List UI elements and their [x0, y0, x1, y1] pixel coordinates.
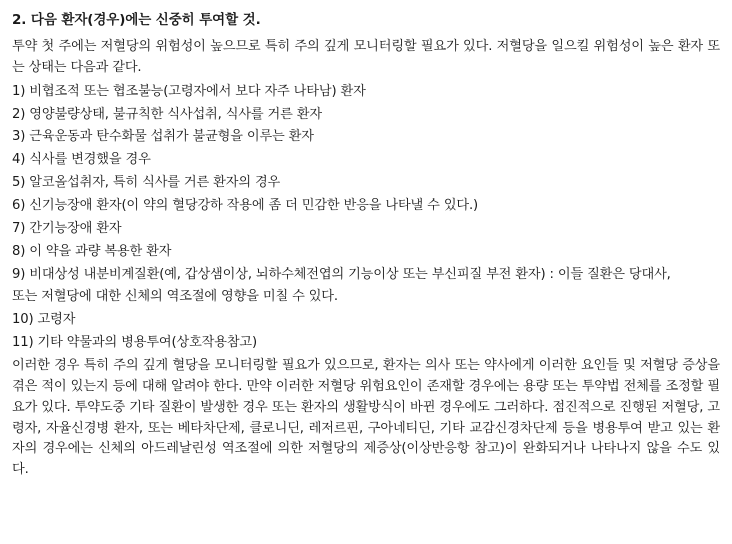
list-item: 7) 간기능장애 환자: [12, 220, 122, 236]
list-item: 2) 영양불량상태, 불규칙한 식사섭취, 식사를 거른 환자: [12, 106, 322, 122]
list-item: 5) 알코올섭취자, 특히 식사를 거른 환자의 경우: [12, 175, 281, 191]
list-item: 11) 기타 약물과의 병용투여(상호작용참고): [12, 335, 258, 351]
list-item: 3) 근육운동과 탄수화물 섭취가 불균형을 이루는 환자: [12, 129, 314, 145]
closing-paragraph: 이러한 경우 특히 주의 깊게 혈당을 모니터링할 필요가 있으므로, 환자는 의사 또는 약사에게 이러한 요인들 및 저혈당 증상을 겪은 적이 있는지 등에 대해 알려야 한다. 만약 이러한 저혈당 위험요인이 존재할 경우에는 용량 또는 투약법 전체를 조정할 필요가 있다. 투약도중 기타 질환이 발생한 경우 또는 환자의 생활방식이 바뀐 경우에도 그러하다. 점진적으로 진행된 저혈당, 고령자, 자율신경병 환자, 또는 베타차단제, 클로니딘, 레저르핀, 구아네티딘, 기타 교감신경차단제 등을 병용투여 받고 있는 환자의 경우에는 신체의 아드레날린성 역조절에 의한 저혈당의 제증상(이상반응항 참고)이 완화되거나 나타나지 않을 수도 있다.: [12, 357, 720, 478]
list-item-continuation: 또는 저혈당에 대한 신체의 역조절에 영향을 미칠 수 있다.: [12, 289, 338, 305]
list-item: 8) 이 약을 과량 복용한 환자: [12, 243, 172, 259]
intro-paragraph: 투약 첫 주에는 저혈당의 위험성이 높으므로 특히 주의 깊게 모니터링할 필요가 있다. 저혈당을 일으킬 위험성이 높은 환자 또는 상태는 다음과 같다.: [12, 38, 720, 75]
list-item: 6) 신기능장애 환자(이 약의 혈당강하 작용에 좀 더 민감한 반응을 나타낼 수 있다.): [12, 197, 479, 213]
list-item: 10) 고령자: [12, 312, 76, 328]
list-item: 1) 비협조적 또는 협조불능(고령자에서 보다 자주 나타남) 환자: [12, 83, 366, 99]
section-heading: 2. 다음 환자(경우)에는 신중히 투여할 것.: [12, 12, 261, 28]
list-item: 4) 식사를 변경했을 경우: [12, 152, 151, 168]
list-item: 9) 비대상성 내분비계질환(예, 갑상샘이상, 뇌하수체전엽의 기능이상 또는 부신피질 부전 환자) : 이들 질환은 당대사,: [12, 266, 671, 282]
